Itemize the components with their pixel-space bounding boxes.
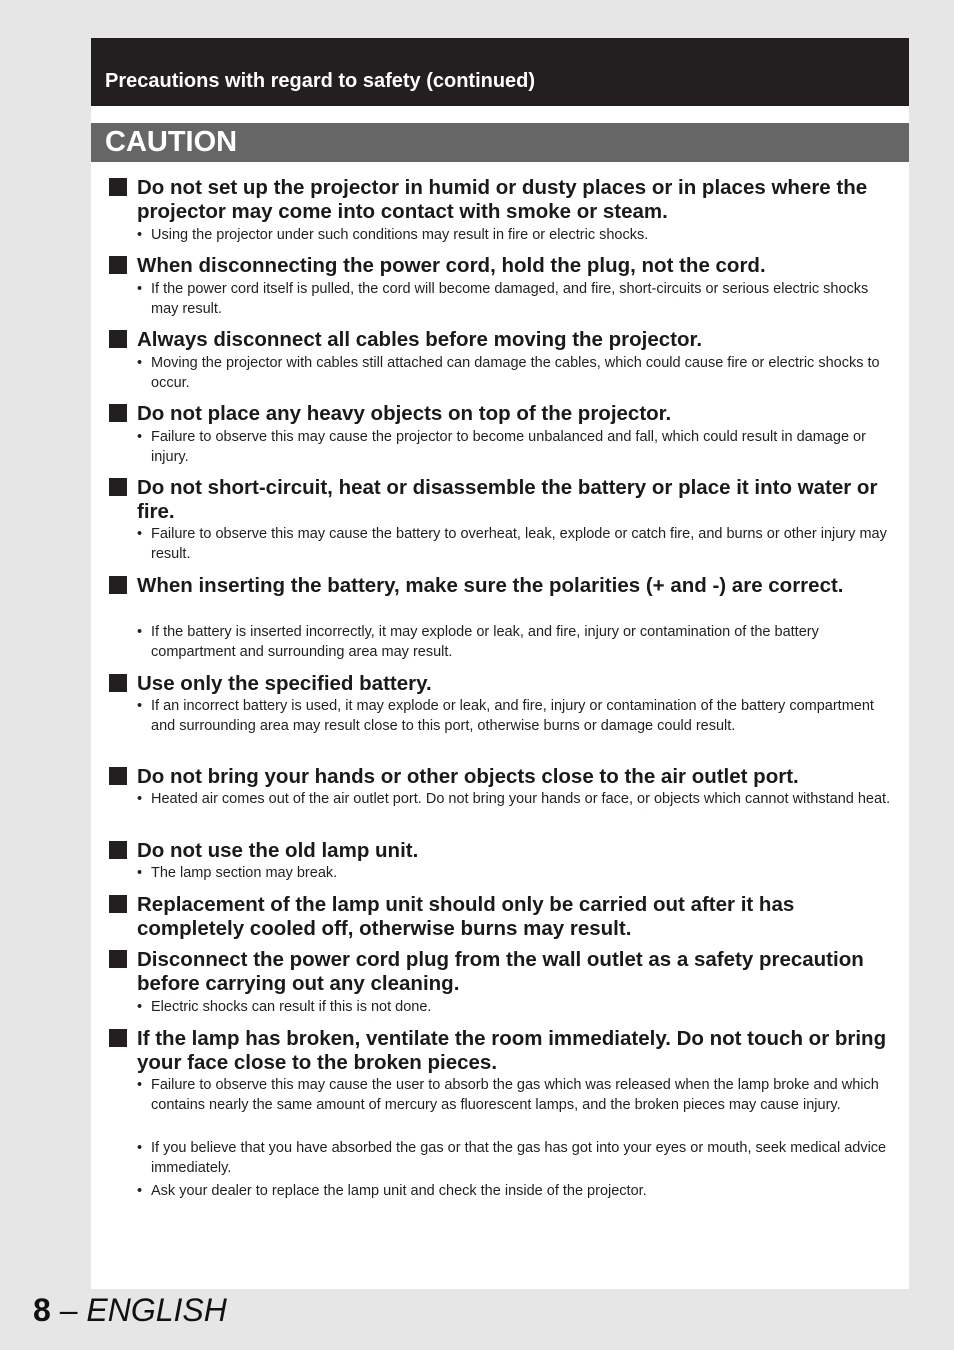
caution-title: CAUTION xyxy=(105,126,238,158)
caution-bullet: • If the battery is inserted incorrectly, it may explode or leak, and fire, injury or contamination of the battery compartment and surrounding area may result. xyxy=(137,624,819,660)
caution-heading: When disconnecting the power cord, hold the plug, not the cord. xyxy=(137,254,766,277)
square-bullet-icon xyxy=(109,178,127,196)
square-bullet-icon xyxy=(109,674,127,692)
square-bullet-icon xyxy=(109,950,127,968)
caution-bullet: • Electric shocks can result if this is not done. xyxy=(137,999,432,1015)
caution-heading: Do not place any heavy objects on top of the projector. xyxy=(137,402,672,425)
square-bullet-icon xyxy=(109,576,127,594)
footer-separator: – xyxy=(59,1292,78,1328)
caution-heading: Do not use the old lamp unit. xyxy=(137,839,419,862)
square-bullet-icon xyxy=(109,256,127,274)
caution-heading: Use only the specified battery. xyxy=(137,672,432,695)
caution-bullet: • Failure to observe this may cause the user to absorb the gas which was released when the lamp broke and which contains nearly the same amount of mercury as fluorescent lamps, and the broken pieces may cause injury. xyxy=(137,1077,879,1113)
caution-bullet: • Moving the projector with cables still attached can damage the cables, which could cause fire or electric shocks to occur. xyxy=(137,355,880,391)
caution-heading: Always disconnect all cables before moving the projector. xyxy=(137,328,703,351)
footer-language: ENGLISH xyxy=(86,1292,227,1328)
square-bullet-icon xyxy=(109,1029,127,1047)
square-bullet-icon xyxy=(109,330,127,348)
caution-bullet: • If the power cord itself is pulled, the cord will become damaged, and fire, short-circuits or serious electric shocks may result. xyxy=(137,281,869,317)
caution-bullet: • If an incorrect battery is used, it may explode or leak, and fire, injury or contamination of the battery compartment and surrounding area may result close to this port, otherwise burns or damage could result. xyxy=(137,698,874,734)
caution-bullet: • Ask your dealer to replace the lamp unit and check the inside of the projector. xyxy=(137,1183,647,1199)
page-footer xyxy=(33,1292,227,1329)
caution-heading: Disconnect the power cord plug from the wall outlet as a safety precaution before carrying out any cleaning. xyxy=(137,948,864,995)
caution-heading: Replacement of the lamp unit should only be carried out after it has completely cooled off, otherwise burns may result. xyxy=(137,893,795,940)
square-bullet-icon xyxy=(109,767,127,785)
caution-heading: Do not short-circuit, heat or disassemble the battery or place it into water or fire. xyxy=(137,476,878,523)
caution-bullet: • If you believe that you have absorbed the gas or that the gas has got into your eyes or mouth, seek medical advice immediately. xyxy=(137,1140,887,1176)
caution-heading: When inserting the battery, make sure the polarities (+ and -) are correct. xyxy=(137,574,844,597)
page-number: 8 xyxy=(33,1292,51,1328)
caution-heading: Do not set up the projector in humid or dusty places or in places where the projector may come into contact with smoke or steam. xyxy=(137,176,868,223)
section-header-bar xyxy=(91,38,909,106)
caution-bullet: • The lamp section may break. xyxy=(137,865,338,881)
square-bullet-icon xyxy=(109,895,127,913)
caution-bullet: • Using the projector under such conditions may result in fire or electric shocks. xyxy=(137,227,649,243)
caution-bullet: • Failure to observe this may cause the projector to become unbalanced and fall, which could result in damage or injury. xyxy=(137,429,866,465)
page xyxy=(91,38,909,1289)
square-bullet-icon xyxy=(109,404,127,422)
caution-heading: If the lamp has broken, ventilate the room immediately. Do not touch or bring your face close to the broken pieces. xyxy=(137,1027,887,1074)
caution-bullet: • Heated air comes out of the air outlet port. Do not bring your hands or face, or objects which cannot withstand heat. xyxy=(137,791,891,807)
square-bullet-icon xyxy=(109,478,127,496)
caution-bullet: • Failure to observe this may cause the battery to overheat, leak, explode or catch fire, and burns or other injury may result. xyxy=(137,526,887,562)
section-header-title: Precautions with regard to safety (continued) xyxy=(105,70,536,92)
square-bullet-icon xyxy=(109,841,127,859)
caution-heading: Do not bring your hands or other objects close to the air outlet port. xyxy=(137,765,799,788)
caution-bar xyxy=(91,123,909,162)
